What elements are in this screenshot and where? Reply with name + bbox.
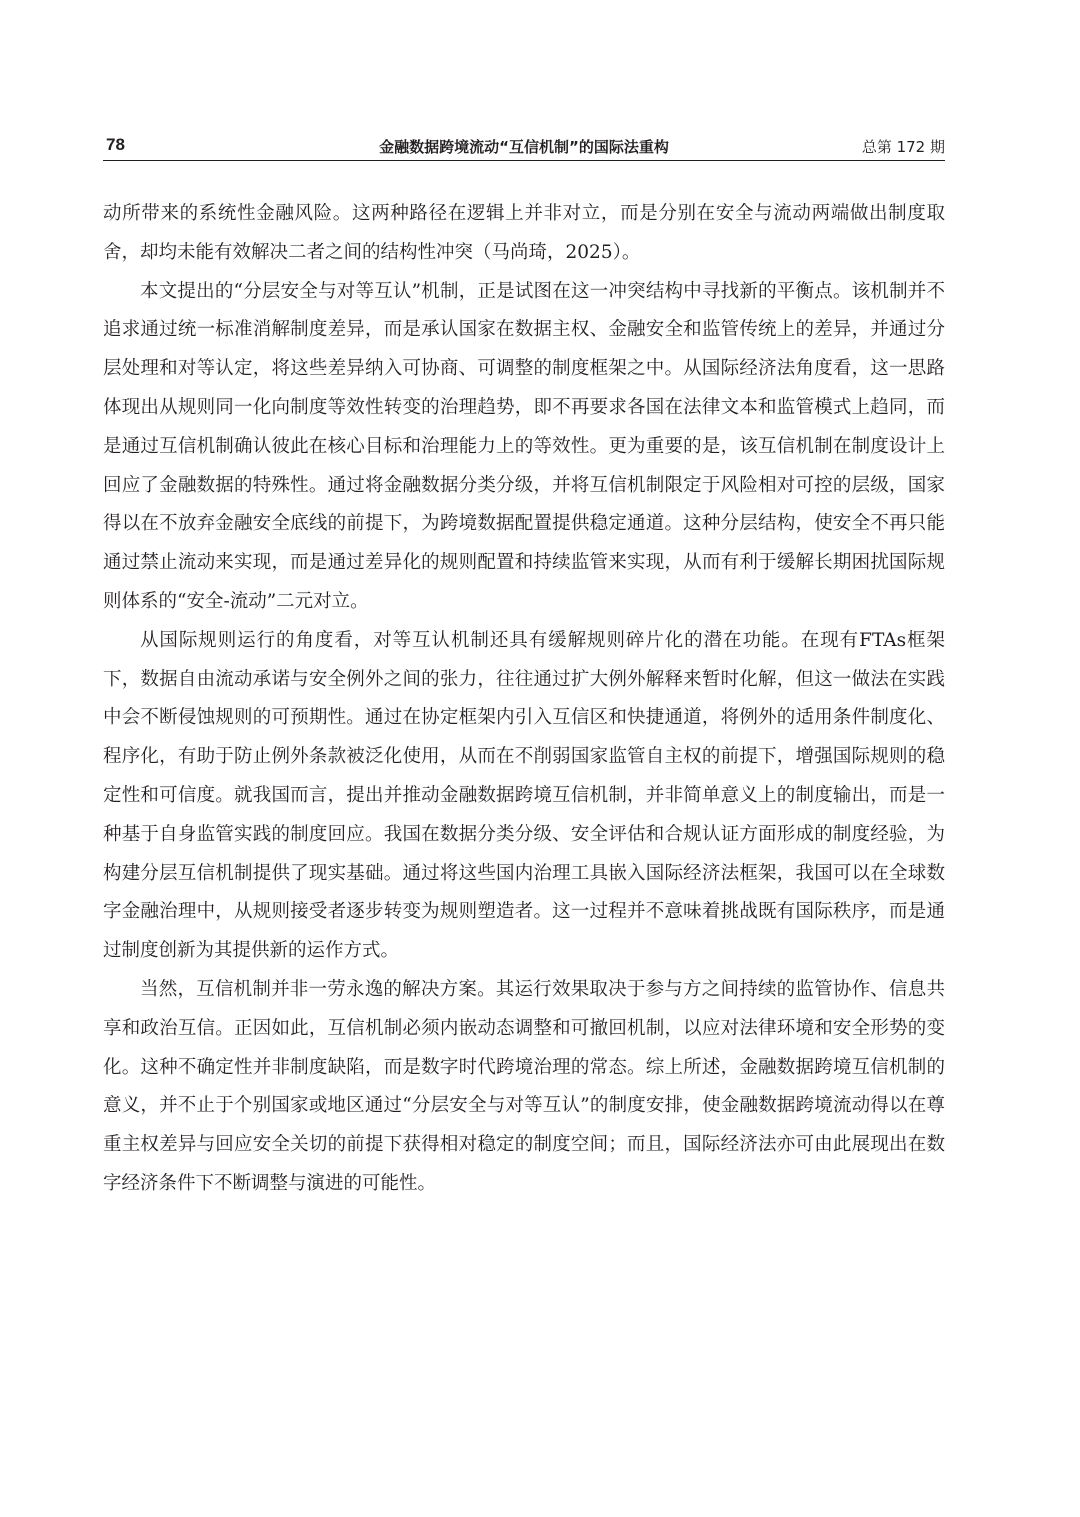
page-number: 78 [106, 135, 125, 154]
paragraph-continuation: 动所带来的系统性金融风险。这两种路径在逻辑上并非对立，而是分别在安全与流动两端做出制度取舍，却均未能有效解决二者之间的结构性冲突（马尚琦，2025）。 [103, 203, 945, 263]
running-title: 金融数据跨境流动“互信机制”的国际法重构 [379, 138, 669, 156]
article-body [103, 195, 945, 1204]
running-header [103, 134, 945, 161]
paragraph: 当然，互信机制并非一劳永逸的解决方案。其运行效果取决于参与方之间持续的监管协作、信息共享和政治互信。正因如此，互信机制必须内嵌动态调整和可撤回机制，以应对法律环境和安全形势的变化。这种不确定性并非制度缺陷，而是数字时代跨境治理的常态。综上所述，金融数据跨境互信机制的意义，并不止于个别国家或地区通过“分层安全与对等互认”的制度安排，使金融数据跨境流动得以在尊重主权差异与回应安全关切的前提下获得相对稳定的制度空间；而且，国际经济法亦可由此展现出在数字经济条件下不断调整与演进的可能性。 [103, 978, 945, 1194]
issue-number: 总第 172 期 [861, 138, 945, 156]
paragraph: 从国际规则运行的角度看，对等互认机制还具有缓解规则碎片化的潜在功能。在现有FTAs框架下，数据自由流动承诺与安全例外之间的张力，往往通过扩大例外解释来暂时化解，但这一做法在实践中会不断侵蚀规则的可预期性。通过在协定框架内引入互信区和快捷通道，将例外的适用条件制度化、程序化，有助于防止例外条款被泛化使用，从而在不削弱国家监管自主权的前提下，增强国际规则的稳定性和可信度。就我国而言，提出并推动金融数据跨境互信机制，并非简单意义上的制度输出，而是一种基于自身监管实践的制度回应。我国在数据分类分级、安全评估和合规认证方面形成的制度经验，为构建分层互信机制提供了现实基础。通过将这些国内治理工具嵌入国际经济法框架，我国可以在全球数字金融治理中，从规则接受者逐步转变为规则塑造者。这一过程并不意味着挑战既有国际秩序，而是通过制度创新为其提供新的运作方式。 [103, 629, 945, 962]
paragraph: 本文提出的“分层安全与对等互认”机制，正是试图在这一冲突结构中寻找新的平衡点。该机制并不追求通过统一标准消解制度差异，而是承认国家在数据主权、金融安全和监管传统上的差异，并通过分层处理和对等认定，将这些差异纳入可协商、可调整的制度框架之中。从国际经济法角度看，这一思路体现出从规则同一化向制度等效性转变的治理趋势，即不再要求各国在法律文本和监管模式上趋同，而是通过互信机制确认彼此在核心目标和治理能力上的等效性。更为重要的是，该互信机制在制度设计上回应了金融数据的特殊性。通过将金融数据分类分级，并将互信机制限定于风险相对可控的层级，国家得以在不放弃金融安全底线的前提下，为跨境数据配置提供稳定通道。这种分层结构，使安全不再只能通过禁止流动来实现，而是通过差异化的规则配置和持续监管来实现，从而有利于缓解长期困扰国际规则体系的“安全-流动”二元对立。 [103, 280, 945, 612]
